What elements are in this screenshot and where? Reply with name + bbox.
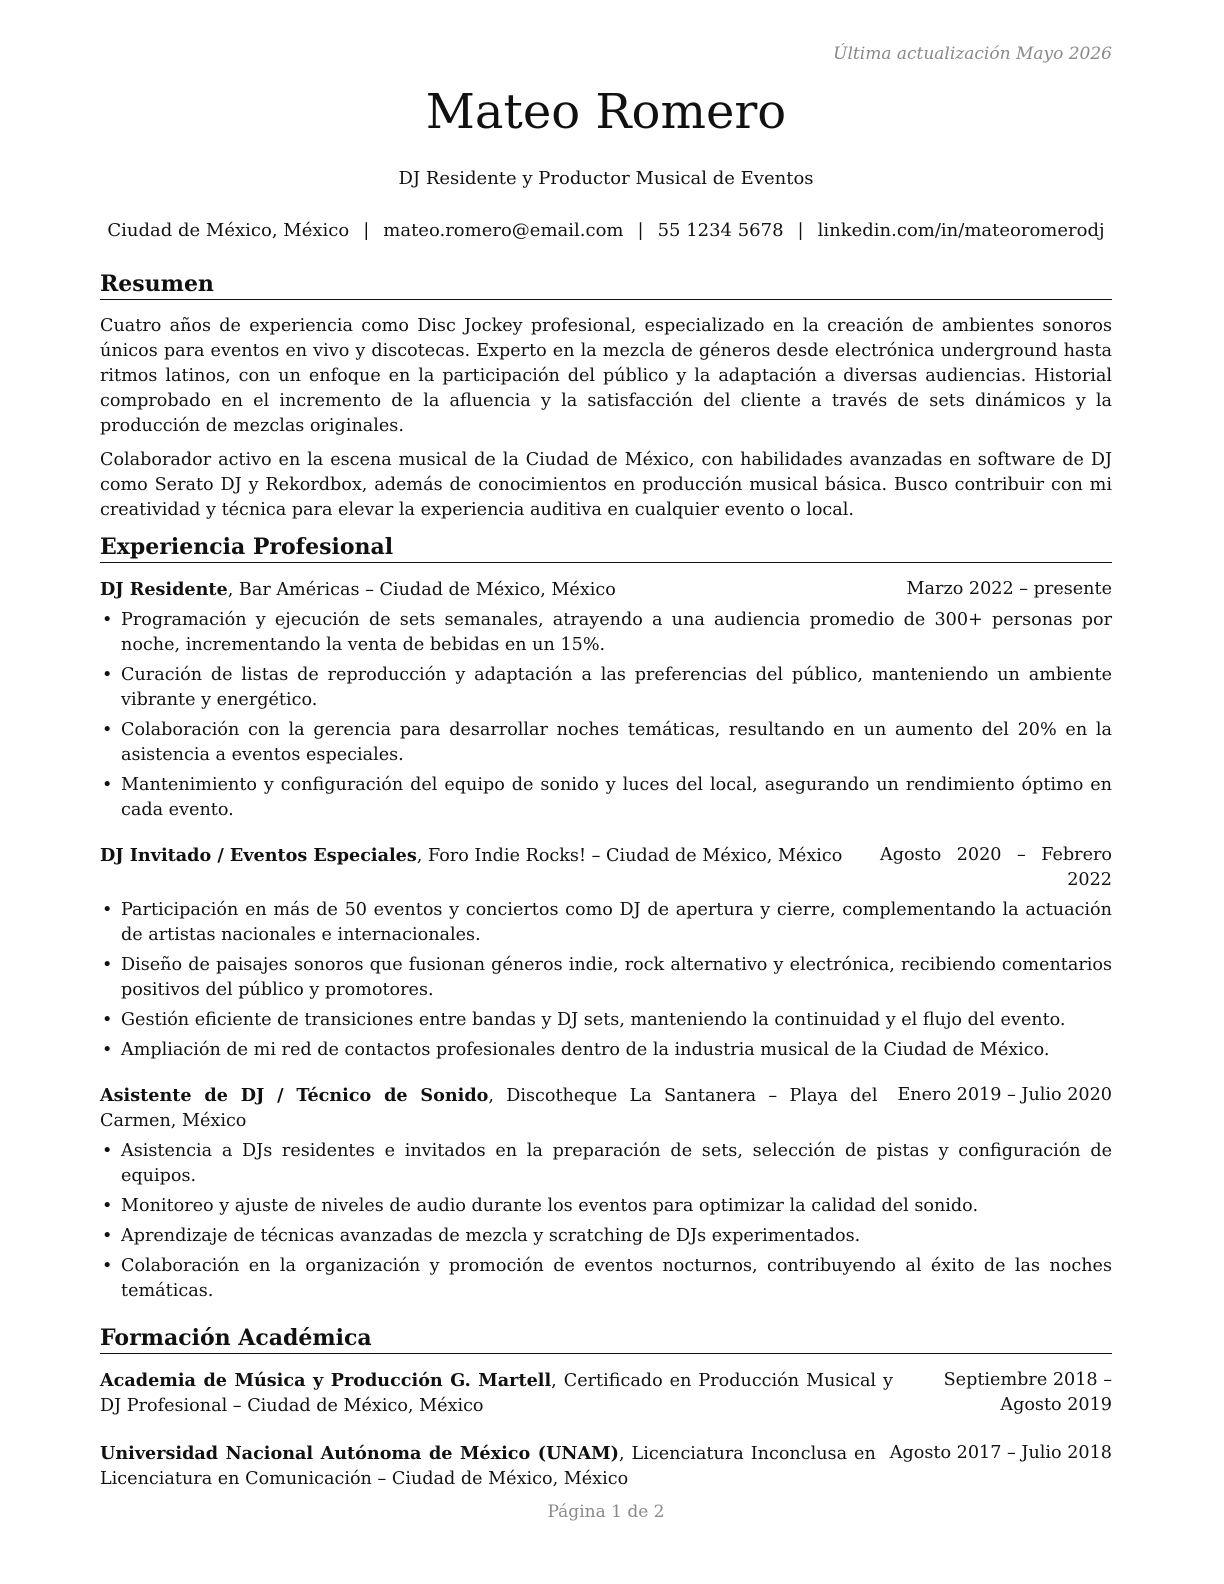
education-school: Academia de Música y Producción G. Martell (100, 1370, 552, 1391)
list-item: • Participación en más de 50 eventos y conciertos como DJ de apertura y cierre, complementando la actuación de artistas nacionales e internacionales. (100, 898, 1112, 948)
contact-phone: 55 1234 5678 (657, 220, 784, 241)
list-item: • Ampliación de mi red de contactos profesionales dentro de la industria musical de la Ciudad de México. (100, 1038, 1112, 1063)
education-degree: , Certificado en Producción Musical y DJ Profesional – Ciudad de México, México (100, 1371, 893, 1416)
list-item: • Gestión eficiente de transiciones entre bandas y DJ sets, manteniendo la continuidad y el flujo del evento. (100, 1008, 1112, 1033)
job-role: DJ Residente (100, 579, 228, 600)
list-item: • Aprendizaje de técnicas avanzadas de mezcla y scratching de DJs experimentados. (100, 1224, 1112, 1249)
job-header (100, 577, 1112, 603)
contact-separator: | (637, 220, 644, 241)
job-role: DJ Invitado / Eventos Especiales (100, 845, 417, 866)
contact-separator: | (797, 220, 804, 241)
job-bullets (100, 608, 1112, 823)
section-title-education: Formación Académica (100, 1324, 1112, 1354)
list-item: • Mantenimiento y configuración del equipo de sonido y luces del local, asegurando un rendimiento óptimo en cada evento. (100, 773, 1112, 823)
education-entry (100, 1368, 1112, 1419)
education-school: Universidad Nacional Autónoma de México (UNAM) (100, 1443, 619, 1464)
summary-paragraph: Cuatro años de experiencia como Disc Jockey profesional, especializado en la creación de ambientes sonoros únicos para eventos en vivo y discotecas. Experto en la mezcla de géneros desde electrónica underground hasta ritmos latinos, con un enfoque en la participación del público y la adaptación a diversas audiencias. Historial comprobado en el incremento de la afluencia y la satisfacción del cliente a través de sets dinámicos y la producción de mezclas originales. (100, 316, 1112, 436)
contact-line (100, 220, 1112, 241)
contact-linkedin[interactable]: linkedin.com/in/mateoromerodj (817, 220, 1105, 241)
job-header (100, 1083, 1112, 1134)
job-entry (100, 843, 1112, 1063)
last-updated: Última actualización Mayo 2026 (833, 44, 1112, 64)
job-employer: , Bar Américas – Ciudad de México, México (227, 580, 616, 600)
section-title-summary: Resumen (100, 270, 1112, 300)
job-bullets (100, 898, 1112, 1063)
education-entry (100, 1441, 1112, 1492)
list-item: • Monitoreo y ajuste de niveles de audio durante los eventos para optimizar la calidad del sonido. (100, 1194, 1112, 1219)
section-title-experience: Experiencia Profesional (100, 533, 1112, 563)
job-dates: Agosto 2020 – Febrero 2022 (880, 845, 1112, 890)
candidate-name: Mateo Romero (425, 84, 787, 140)
job-dates: Enero 2019 – Julio 2020 (897, 1085, 1112, 1105)
education-dates: Agosto 2017 – Julio 2018 (889, 1443, 1112, 1463)
list-item: • Colaboración con la gerencia para desarrollar noches temáticas, resultando en un aumento del 20% en la asistencia a eventos especiales. (100, 718, 1112, 768)
contact-separator: | (363, 220, 370, 241)
education-degree: , Licenciatura Inconclusa en Licenciatura en Comunicación – Ciudad de México, México (100, 1444, 876, 1489)
job-bullets (100, 1139, 1112, 1304)
job-entry (100, 1083, 1112, 1304)
list-item: • Diseño de paisajes sonoros que fusionan géneros indie, rock alternativo y electrónica, recibiendo comentarios positivos del público y promotores. (100, 953, 1112, 1003)
list-item: • Programación y ejecución de sets semanales, atrayendo a una audiencia promedio de 300+ personas por noche, incrementando la venta de bebidas en un 15%. (100, 608, 1112, 658)
education-dates: Septiembre 2018 – Agosto 2019 (943, 1370, 1112, 1415)
page-number: Página 1 de 2 (547, 1502, 665, 1522)
contact-email[interactable]: mateo.romero@email.com (383, 220, 624, 241)
contact-location: Ciudad de México, México (107, 220, 350, 241)
candidate-headline: DJ Residente y Productor Musical de Eventos (398, 168, 814, 189)
resume-body (100, 270, 1112, 1514)
job-employer: , Discotheque La Santanera – Playa del Carmen, México (100, 1086, 878, 1131)
job-header (100, 843, 1112, 893)
summary-paragraph: Colaborador activo en la escena musical de la Ciudad de México, con habilidades avanzadas en software de DJ como Serato DJ y Rekordbox, además de conocimientos en producción musical básica. Busco contribuir con mi creatividad y técnica para elevar la experiencia auditiva en cualquier evento o local. (100, 450, 1112, 520)
list-item: • Curación de listas de reproducción y adaptación a las preferencias del público, manteniendo un ambiente vibrante y energético. (100, 663, 1112, 713)
job-role: Asistente de DJ / Técnico de Sonido (100, 1085, 489, 1106)
job-dates: Marzo 2022 – presente (906, 579, 1112, 599)
list-item: • Asistencia a DJs residentes e invitados en la preparación de sets, selección de pistas y configuración de equipos. (100, 1139, 1112, 1189)
list-item: • Colaboración en la organización y promoción de eventos nocturnos, contribuyendo al éxito de las noches temáticas. (100, 1254, 1112, 1304)
job-employer: , Foro Indie Rocks! – Ciudad de México, México (416, 846, 843, 866)
job-entry (100, 577, 1112, 823)
